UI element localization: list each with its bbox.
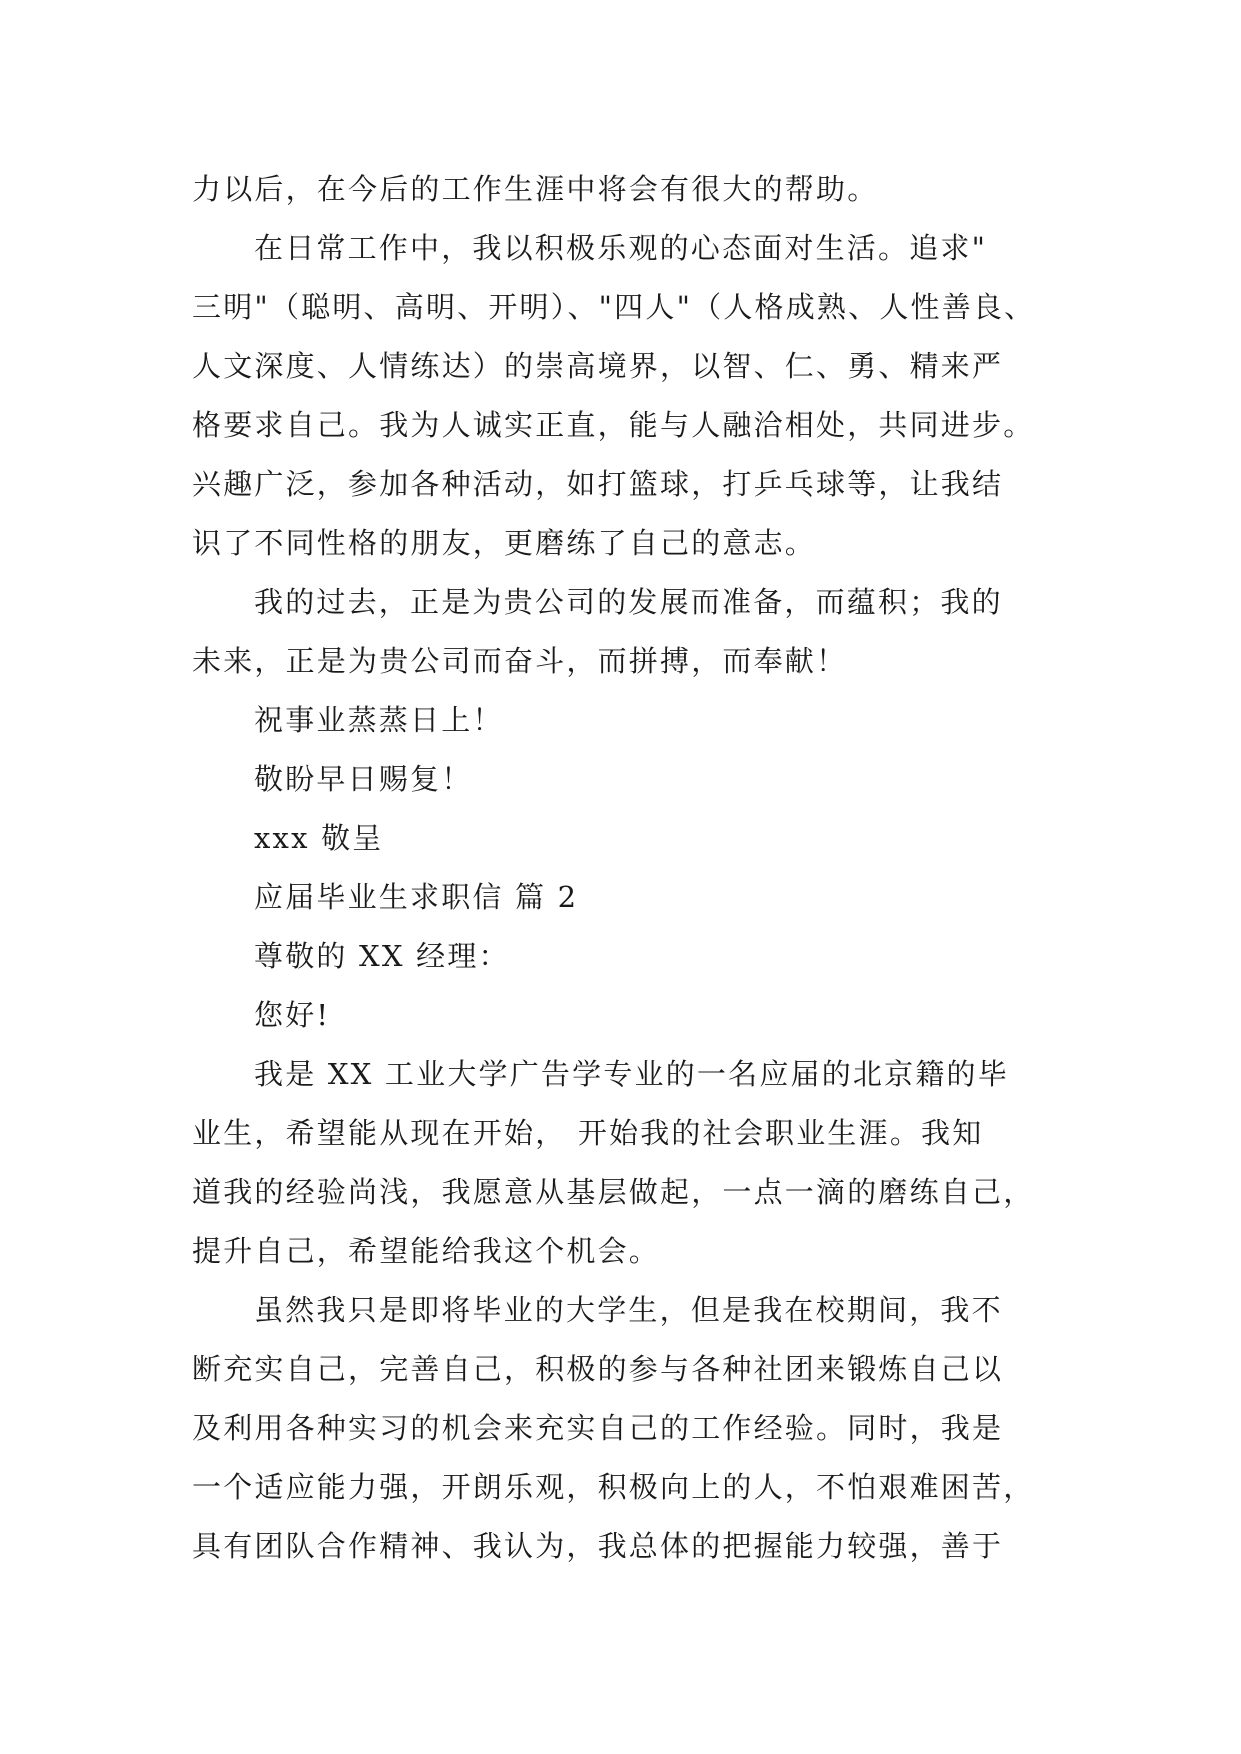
body-line-22: 及利用各种实习的机会来充实自己的工作经验。同时，我是 xyxy=(192,1411,1004,1445)
body-line-1: 力以后，在今后的工作生涯中将会有很大的帮助。 xyxy=(192,172,879,206)
body-line-18: 道我的经验尚浅，我愿意从基层做起，一点一滴的磨练自己， xyxy=(192,1175,1035,1209)
greeting-line: 您好! xyxy=(254,998,331,1032)
body-line-21: 断充实自己，完善自己，积极的参与各种社团来锻炼自己以 xyxy=(192,1352,1004,1386)
body-line-6: 兴趣广泛，参加各种活动，如打篮球，打乒乓球等，让我结 xyxy=(192,467,1004,501)
section-heading: 应届毕业生求职信 篇 2 xyxy=(254,880,579,914)
body-line-9: 未来，正是为贵公司而奋斗，而拼搏，而奉献！ xyxy=(192,644,848,678)
body-line-16: 我是 XX 工业大学广告学专业的一名应届的北京籍的毕 xyxy=(254,1057,1009,1091)
signature-line: xxx 敬呈 xyxy=(254,821,384,855)
closing-request-line: 敬盼早日赐复！ xyxy=(254,762,473,796)
body-line-2: 在日常工作中，我以积极乐观的心态面对生活。追求" xyxy=(254,231,988,265)
body-line-20: 虽然我只是即将毕业的大学生，但是我在校期间，我不 xyxy=(254,1293,1003,1327)
body-line-19: 提升自己，希望能给我这个机会。 xyxy=(192,1234,661,1268)
closing-wish-line: 祝事业蒸蒸日上！ xyxy=(254,703,504,737)
body-line-5: 格要求自己。我为人诚实正直，能与人融洽相处，共同进步。 xyxy=(192,408,1035,442)
letter-body xyxy=(192,160,1052,1576)
body-line-24: 具有团队合作精神、我认为，我总体的把握能力较强，善于 xyxy=(192,1529,1004,1563)
body-line-23: 一个适应能力强，开朗乐观，积极向上的人，不怕艰难困苦， xyxy=(192,1470,1035,1504)
body-line-3: 三明"（聪明、高明、开明）、"四人"（人格成熟、人性善良、 xyxy=(192,290,1036,324)
body-line-17: 业生，希望能从现在开始， 开始我的社会职业生涯。我知 xyxy=(192,1116,984,1150)
body-line-8: 我的过去，正是为贵公司的发展而准备，而蕴积；我的 xyxy=(254,585,1003,619)
body-line-4: 人文深度、人情练达）的崇高境界，以智、仁、勇、精来严 xyxy=(192,349,1004,383)
body-line-7: 识了不同性格的朋友，更磨练了自己的意志。 xyxy=(192,526,817,560)
salutation-line: 尊敬的 XX 经理： xyxy=(254,939,510,973)
